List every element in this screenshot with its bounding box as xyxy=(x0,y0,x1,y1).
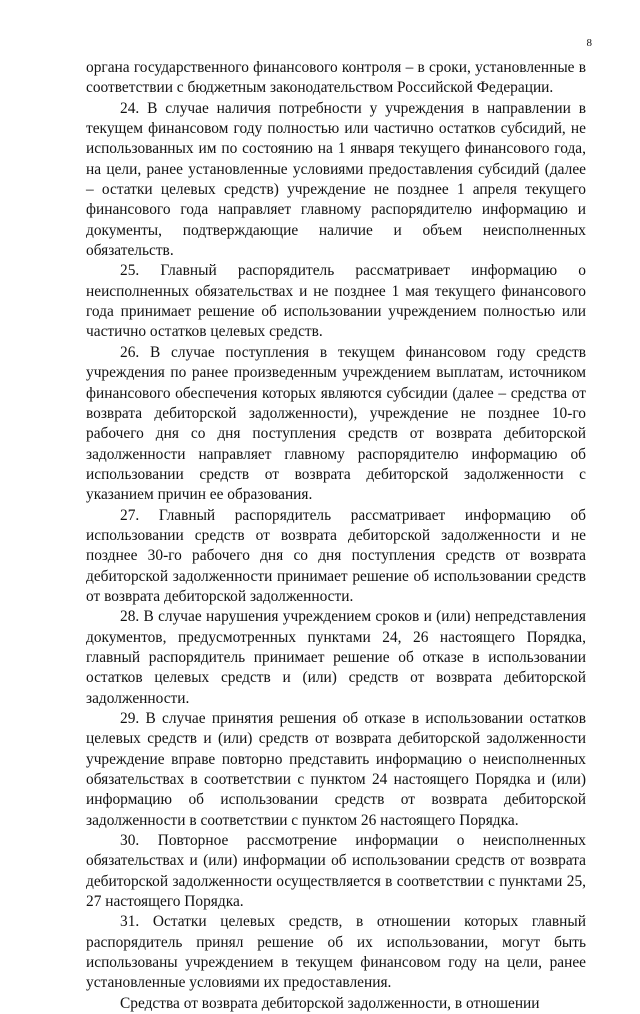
document-body xyxy=(86,58,586,1014)
paragraph-25: 25. Главный распорядитель рассматривает информацию о неисполненных обязательствах и не позднее 1 мая текущего финансового года принимает решение об использовании учреждением полностью или частично остатков целевых средств. xyxy=(86,262,586,341)
paragraph-continuation: органа государственного финансового контроля – в сроки, установленные в соответствии с бюджетным законодательством Российской Федерации. xyxy=(86,59,586,97)
paragraph-26: 26. В случае поступления в текущем финансовом году средств учреждения по ранее произведенным учреждением выплатам, источником финансового обеспечения которых являются субсидии (далее – средства от возврата дебиторской задолженности), учреждение не позднее 10-го рабочего дня со дня поступления средств от возврата дебиторской задолженности направляет главному распорядителю информацию об использовании средств от возврата дебиторской задолженности с указанием причин ее образования. xyxy=(86,343,586,504)
paragraph-31: 31. Остатки целевых средств, в отношении которых главный распорядитель принял решение об их использовании, могут быть использованы учреждением в текущем финансовом году на цели, ранее установленные условиями их предоставления. xyxy=(86,913,586,992)
paragraph-24: 24. В случае наличия потребности у учреждения в направлении в текущем финансовом году полностью или частично остатков субсидий, не использованных им по состоянию на 1 января текущего финансового года, на цели, ранее установленные условиями предоставления субсидий (далее – остатки целевых средств) учреждение не позднее 1 апреля текущего финансового года направляет главному распорядителю информацию и документы, подтверждающие наличие и объем неисполненных обязательств. xyxy=(86,99,586,260)
page-number: 8 xyxy=(586,37,592,49)
paragraph-27: 27. Главный распорядитель рассматривает информацию об использовании средств от возврата дебиторской задолженности и не позднее 30-го рабочего дня со дня поступления средств от возврата дебиторской задолженности принимает решение об использовании средств от возврата дебиторской задолженности. xyxy=(86,506,586,605)
paragraph-31-continued: Средства от возврата дебиторской задолженности, в отношении xyxy=(120,994,540,1012)
paragraph-30: 30. Повторное рассмотрение информации о неисполненных обязательствах и (или) информации об использовании средств от возврата дебиторской задолженности осуществляется в соответствии с пунктами 25, 27 настоящего Порядка. xyxy=(86,832,586,911)
paragraph-29: 29. В случае принятия решения об отказе в использовании остатков целевых средств и (или) средств от возврата дебиторской задолженности учреждение вправе повторно представить информацию о неисполненных обязательствах в соответствии с пунктом 24 настоящего Порядка и (или) информацию об использовании средств от возврата дебиторской задолженности в соответствии с пунктом 26 настоящего Порядка. xyxy=(86,710,586,829)
paragraph-28: 28. В случае нарушения учреждением сроков и (или) непредставления документов, предусмотренных пунктами 24, 26 настоящего Порядка, главный распорядитель принимает решение об отказе в использовании остатков целевых средств и (или) средств от возврата дебиторской задолженности. xyxy=(86,608,586,707)
